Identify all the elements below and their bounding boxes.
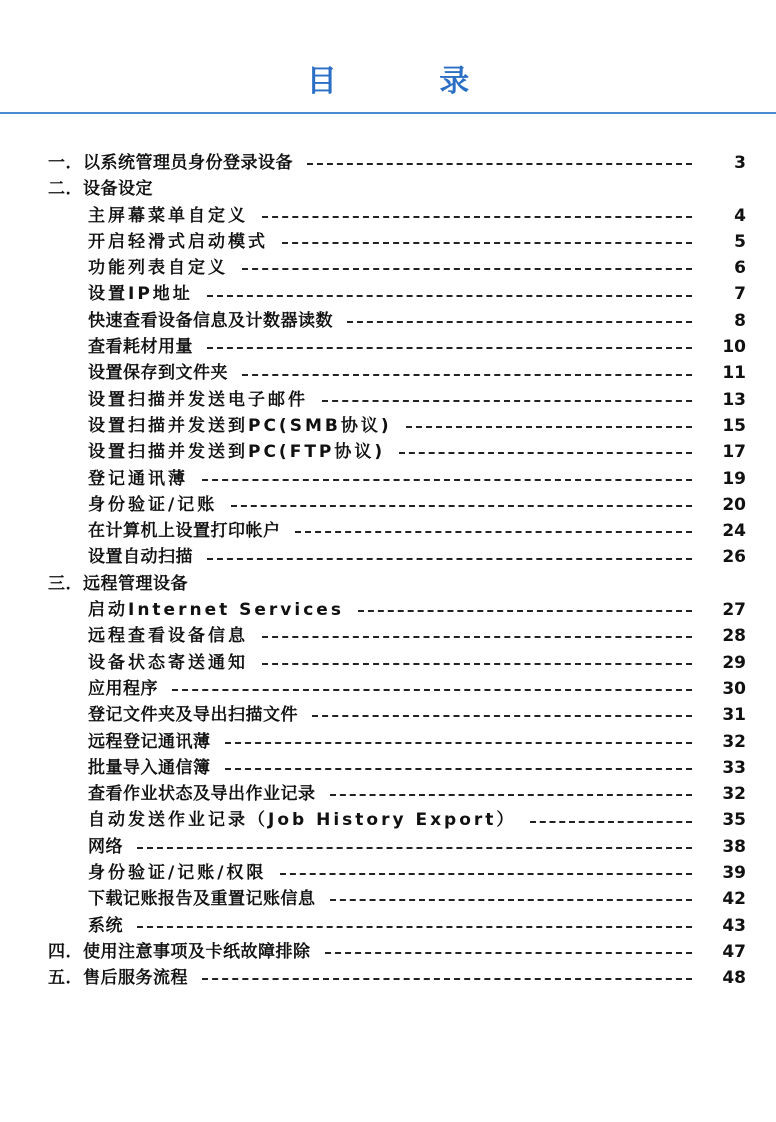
toc-page-number: 10 <box>722 337 746 358</box>
toc-entry-label: 在计算机上设置打印帐户 <box>88 521 281 542</box>
toc-entry[interactable] <box>0 886 776 912</box>
toc-entry[interactable] <box>0 203 776 229</box>
toc-entry[interactable] <box>0 255 776 281</box>
toc-entry[interactable] <box>0 913 776 939</box>
toc-page-number: 32 <box>722 784 746 805</box>
toc-page-number: 30 <box>722 678 746 699</box>
toc-entry-label: 下载记账报告及重置记账信息 <box>88 889 316 910</box>
toc-page-number: 27 <box>722 600 746 621</box>
toc-page-number: 15 <box>722 415 746 436</box>
toc-page-number: 24 <box>722 521 746 542</box>
dot-leader <box>225 742 693 744</box>
toc-entry[interactable] <box>0 702 776 728</box>
dot-leader <box>330 794 693 796</box>
toc-entry-label: 一．以系统管理员身份登录设备 <box>48 153 293 173</box>
toc-page-number: 43 <box>722 915 746 936</box>
toc-entry-label: 应用程序 <box>88 678 158 699</box>
dot-leader <box>262 663 692 665</box>
toc-page-number: 39 <box>722 863 746 884</box>
toc-page-number: 38 <box>722 836 746 857</box>
dot-leader <box>202 978 692 980</box>
toc-page-number: 6 <box>734 258 746 279</box>
toc-page-number: 33 <box>722 757 746 778</box>
toc-entry[interactable] <box>0 650 776 676</box>
dot-leader <box>280 873 692 875</box>
dot-leader <box>406 426 692 428</box>
toc-entry[interactable] <box>0 387 776 413</box>
toc-entry[interactable] <box>0 676 776 702</box>
dot-leader <box>207 295 692 297</box>
toc-entry[interactable] <box>0 308 776 334</box>
toc-entry-label: 四．使用注意事项及卡纸故障排除 <box>48 941 311 962</box>
toc-entry[interactable] <box>0 281 776 307</box>
dot-leader <box>242 268 692 270</box>
toc-entry[interactable] <box>0 360 776 386</box>
toc-entry-label: 身份验证/记账 <box>88 494 218 515</box>
toc-entry[interactable] <box>0 597 776 623</box>
toc-entry[interactable] <box>0 544 776 570</box>
toc-section[interactable] <box>0 150 776 176</box>
dot-leader <box>307 163 692 165</box>
title-divider <box>0 112 776 114</box>
toc-section[interactable] <box>0 176 776 202</box>
toc-entry-label: 开启轻滑式启动模式 <box>88 231 268 252</box>
toc-page-number: 8 <box>734 310 746 331</box>
toc-entry-label: 三．远程管理设备 <box>48 573 188 594</box>
toc-entry-label: 设置扫描并发送电子邮件 <box>88 389 308 410</box>
toc-entry-label: 五．售后服务流程 <box>48 968 188 989</box>
toc-page-number: 29 <box>722 652 746 673</box>
toc-entry-label: 远程查看设备信息 <box>88 626 248 647</box>
toc-page-number: 20 <box>722 494 746 515</box>
toc-section[interactable] <box>0 939 776 965</box>
toc-page-number: 5 <box>734 231 746 252</box>
table-of-contents <box>0 150 776 992</box>
toc-entry[interactable] <box>0 755 776 781</box>
toc-entry-label: 远程登记通讯薄 <box>88 731 211 752</box>
toc-entry[interactable] <box>0 334 776 360</box>
toc-entry-label: 查看作业状态及导出作业记录 <box>88 784 316 805</box>
dot-leader <box>282 242 692 244</box>
toc-page-number: 26 <box>722 547 746 568</box>
toc-entry[interactable] <box>0 439 776 465</box>
dot-leader <box>207 347 692 349</box>
dot-leader <box>312 715 692 717</box>
dot-leader <box>137 926 692 928</box>
toc-entry[interactable] <box>0 729 776 755</box>
toc-page-number: 32 <box>722 731 746 752</box>
toc-entry-label: 登记文件夹及导出扫描文件 <box>88 705 298 726</box>
toc-page-number: 48 <box>722 968 746 989</box>
page-title: 目 录 <box>306 64 516 99</box>
dot-leader <box>242 374 692 376</box>
toc-entry-label: 设置扫描并发送到PC(FTP协议) <box>88 442 386 463</box>
toc-entry-label: 系统 <box>88 915 123 936</box>
toc-entry-label: 二．设备设定 <box>48 179 153 200</box>
toc-entry-label: 网络 <box>88 836 123 857</box>
toc-page-number: 11 <box>722 363 746 384</box>
dot-leader <box>399 452 692 454</box>
toc-page-number: 42 <box>722 889 746 910</box>
dot-leader <box>202 479 692 481</box>
dot-leader <box>231 505 692 507</box>
dot-leader <box>347 321 692 323</box>
toc-section[interactable] <box>0 571 776 597</box>
toc-entry-label: 设置自动扫描 <box>88 547 193 568</box>
toc-entry-label: 自动发送作业记录（Job History Export） <box>88 810 517 831</box>
toc-page-number: 47 <box>722 941 746 962</box>
toc-entry-label: 批量导入通信簿 <box>88 757 211 778</box>
toc-page-number: 35 <box>722 810 746 831</box>
toc-entry-label: 主屏幕菜单自定义 <box>88 205 248 226</box>
dot-leader <box>530 821 692 823</box>
dot-leader <box>137 847 692 849</box>
toc-entry[interactable] <box>0 518 776 544</box>
toc-entry-label: 登记通讯薄 <box>88 468 188 489</box>
dot-leader <box>322 400 692 402</box>
toc-page-number: 7 <box>734 284 746 305</box>
toc-entry-label: 功能列表自定义 <box>88 258 228 279</box>
dot-leader <box>358 610 692 612</box>
dot-leader <box>295 531 693 533</box>
dot-leader <box>207 558 692 560</box>
toc-entry-label: 设置扫描并发送到PC(SMB协议) <box>88 415 392 436</box>
dot-leader <box>262 216 692 218</box>
toc-page-number: 28 <box>722 626 746 647</box>
toc-entry[interactable] <box>0 781 776 807</box>
toc-page-number: 13 <box>722 389 746 410</box>
toc-entry-label: 设备状态寄送通知 <box>88 652 248 673</box>
toc-page-number: 17 <box>722 442 746 463</box>
toc-entry[interactable] <box>0 413 776 439</box>
toc-entry[interactable] <box>0 229 776 255</box>
toc-entry-label: 设置保存到文件夹 <box>88 363 228 384</box>
toc-entry[interactable] <box>0 807 776 833</box>
toc-section[interactable] <box>0 965 776 991</box>
dot-leader <box>330 899 693 901</box>
toc-entry-label: 设置IP地址 <box>88 284 193 305</box>
dot-leader <box>262 636 692 638</box>
toc-entry[interactable] <box>0 466 776 492</box>
toc-entry[interactable] <box>0 834 776 860</box>
toc-entry-label: 查看耗材用量 <box>88 337 193 358</box>
toc-page-number: 19 <box>722 468 746 489</box>
toc-entry[interactable] <box>0 860 776 886</box>
toc-entry-label: 启动Internet Services <box>88 600 344 621</box>
toc-page-number: 4 <box>734 205 746 226</box>
toc-entry-label: 身份验证/记账/权限 <box>88 863 267 884</box>
toc-page-number: 31 <box>722 705 746 726</box>
dot-leader <box>172 689 692 691</box>
toc-entry[interactable] <box>0 492 776 518</box>
dot-leader <box>225 768 693 770</box>
toc-entry[interactable] <box>0 623 776 649</box>
toc-page-number: 3 <box>734 153 746 173</box>
dot-leader <box>325 952 693 954</box>
toc-entry-label: 快速查看设备信息及计数器读数 <box>88 310 333 331</box>
